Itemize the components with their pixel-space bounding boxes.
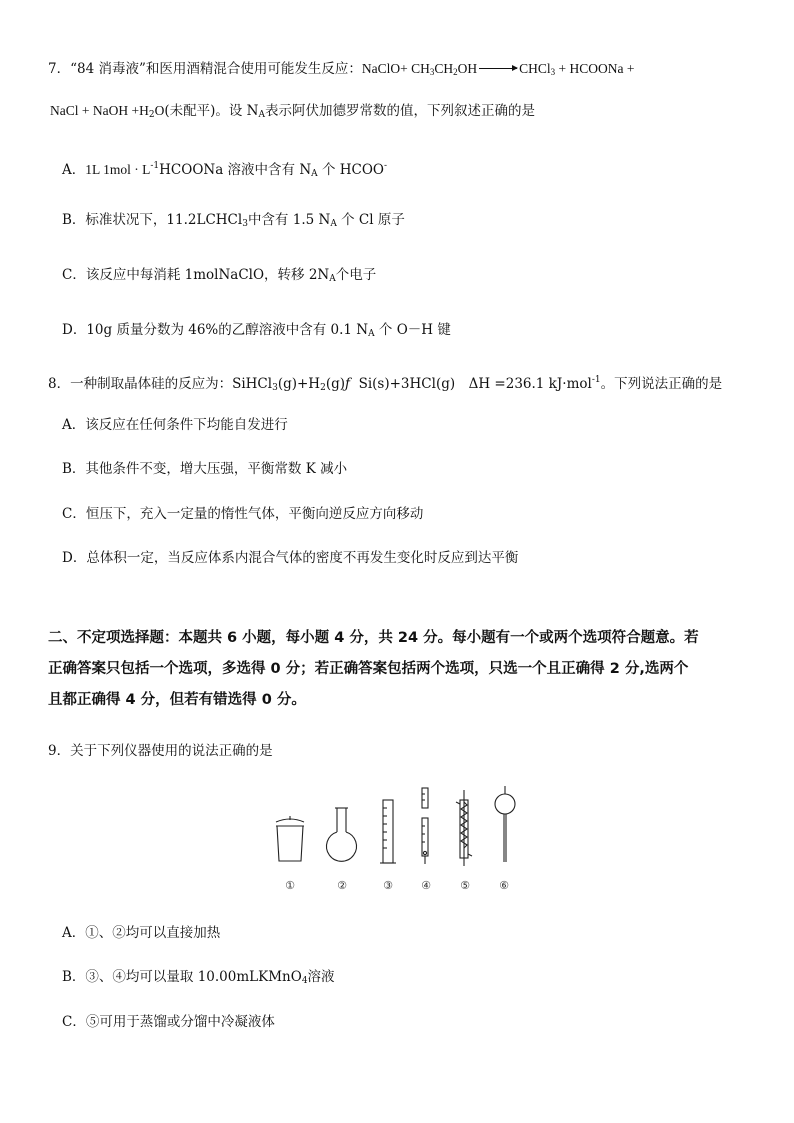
q7-option-d: D．10g 质量分数为 46%的乙醇溶液中含有 0.1 $N_A$ 个 O－H 键 [62,322,451,339]
q7-stem-line2: NaCl + NaOH $+H_2O$(未配平)。设 $N_A$表示阿伏加德罗常数的值，下列叙述正确的是 [50,103,535,120]
crucible-icon [276,816,304,861]
pipette-icon [495,786,515,862]
figure-label-1: ① [285,879,295,892]
q9-option-b: B．③、④均可以量取 10.00mLKMnO$_4$溶液 [62,969,335,986]
q7-option-b: B．标准状况下，11.2LCHCl$_3$中含有 1.5 $N_A$ 个 Cl 原子 [62,212,405,229]
q9-stem: 9．关于下列仪器使用的说法正确的是 [48,743,273,759]
round-bottom-flask-icon [327,808,357,861]
q7-option-a: A．1L $1mol \cdot L^{-1}HCOONa$ 溶液中含有 $N_A$ 个 HCOO- [62,161,388,179]
q9-option-a: A．①、②均可以直接加热 [62,925,221,941]
reaction-arrow [479,68,517,69]
q7-stem-line1: 7．“84 消毒液”和医用酒精混合使用可能发生反应：NaClO+ $CH_3CH_2OH$ CHCl$_3$ + HCOONa + [48,61,635,77]
q9-option-c: C．⑤可用于蒸馏或分馏中冷凝液体 [62,1014,275,1030]
graduated-cylinder-icon [380,800,396,863]
q8-option-d: D．总体积一定，当反应体系内混合气体的密度不再发生变化时反应到达平衡 [62,550,519,566]
q8-option-c: C．恒压下，充入一定量的惰性气体，平衡向逆反应方向移动 [62,506,424,522]
condenser-icon [456,790,472,866]
figure-label-3: ③ [383,879,393,892]
q8-option-a: A．该反应在任何条件下均能自发进行 [62,417,288,433]
figure-label-6: ⑥ [499,879,509,892]
section-2-instructions: 二、不定项选择题：本题共 6 小题，每小题 4 分，共 24 分。每小题有一个或两个选项符合题意。若 正确答案只包括一个选项，多选得 0 分；若正确答案包括两个选项，只选一个且正确得 2 分,选两个 且都正确得 4 分，但若有错选得 0 分。 [48,630,699,708]
figure-label-4: ④ [421,879,431,892]
apparatus-figure [268,786,528,892]
q8-stem: 8．一种制取晶体硅的反应为：$SiHCl_3(g)+H_2(g)ƒ$ Si(s)+3HCl(g) ΔH =236.1 kJ·mol$^{-1}$。下列说法正确的是 [48,375,723,393]
figure-label-2: ② [337,879,347,892]
burette-icon [422,788,428,864]
q8-option-b: B．其他条件不变，增大压强，平衡常数 K 减小 [62,461,348,477]
q7-option-c: C．该反应中每消耗 1molNaClO，转移 $2N_A$个电子 [62,267,377,284]
figure-label-5: ⑤ [460,879,470,892]
